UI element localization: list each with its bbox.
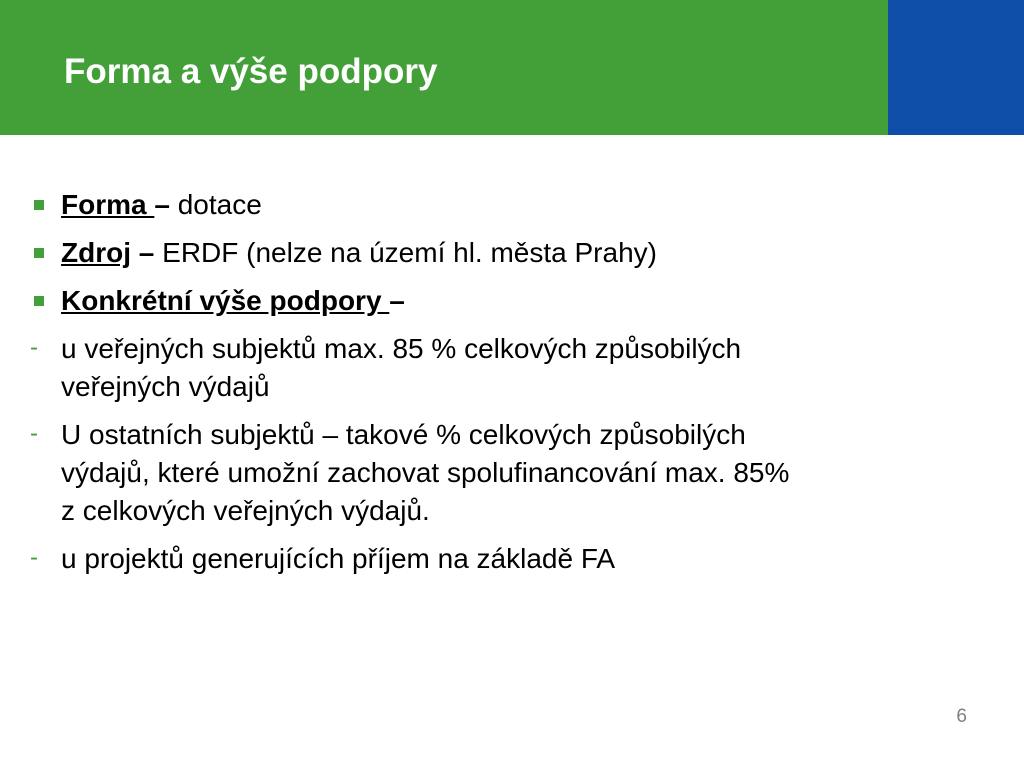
bullet-dash: – [389, 285, 405, 316]
page-number: 6 [956, 706, 967, 727]
bullet-dash: – [154, 189, 170, 220]
bullet-square-icon [34, 248, 44, 258]
header-accent-block [888, 0, 1024, 135]
dash-marker: - [30, 420, 38, 447]
dash-marker: - [30, 544, 38, 571]
bullet-label: Zdroj [61, 237, 131, 268]
bullet-item-konkretni-vyse [0, 282, 1000, 320]
bullet-dash: – [131, 237, 155, 268]
bullet-item-zdroj [0, 234, 1000, 272]
dash-item-line: u projektů generujících příjem na základě FA [61, 543, 616, 574]
slide-content [0, 186, 1000, 588]
bullet-square-icon [34, 296, 44, 306]
bullet-text: dotace [169, 189, 262, 220]
bullet-label: Konkrétní výše podpory [61, 285, 390, 316]
dash-item-line: veřejných výdajů [61, 371, 270, 402]
dash-item-line: u veřejných subjektů max. 85 % celkových způsobilých [61, 333, 742, 364]
bullet-text: ERDF (nelze na území hl. města Prahy) [154, 237, 657, 268]
dash-marker: - [30, 334, 38, 361]
dash-item-ostatni-subjekty [0, 416, 1000, 530]
slide-title: Forma a výše podpory [64, 52, 438, 91]
dash-item-line: z celkových veřejných výdajů. [61, 495, 430, 526]
bullet-square-icon [34, 200, 44, 210]
dash-item-generujici-prijem [0, 540, 1000, 578]
bullet-label: Forma [61, 189, 155, 220]
dash-item-verejne-subjekty [0, 330, 1000, 406]
bullet-item-forma [0, 186, 1000, 224]
dash-item-line: U ostatních subjektů – takové % celkových způsobilých [61, 419, 746, 450]
dash-item-line: výdajů, které umožní zachovat spolufinancování max. 85% [61, 457, 790, 488]
